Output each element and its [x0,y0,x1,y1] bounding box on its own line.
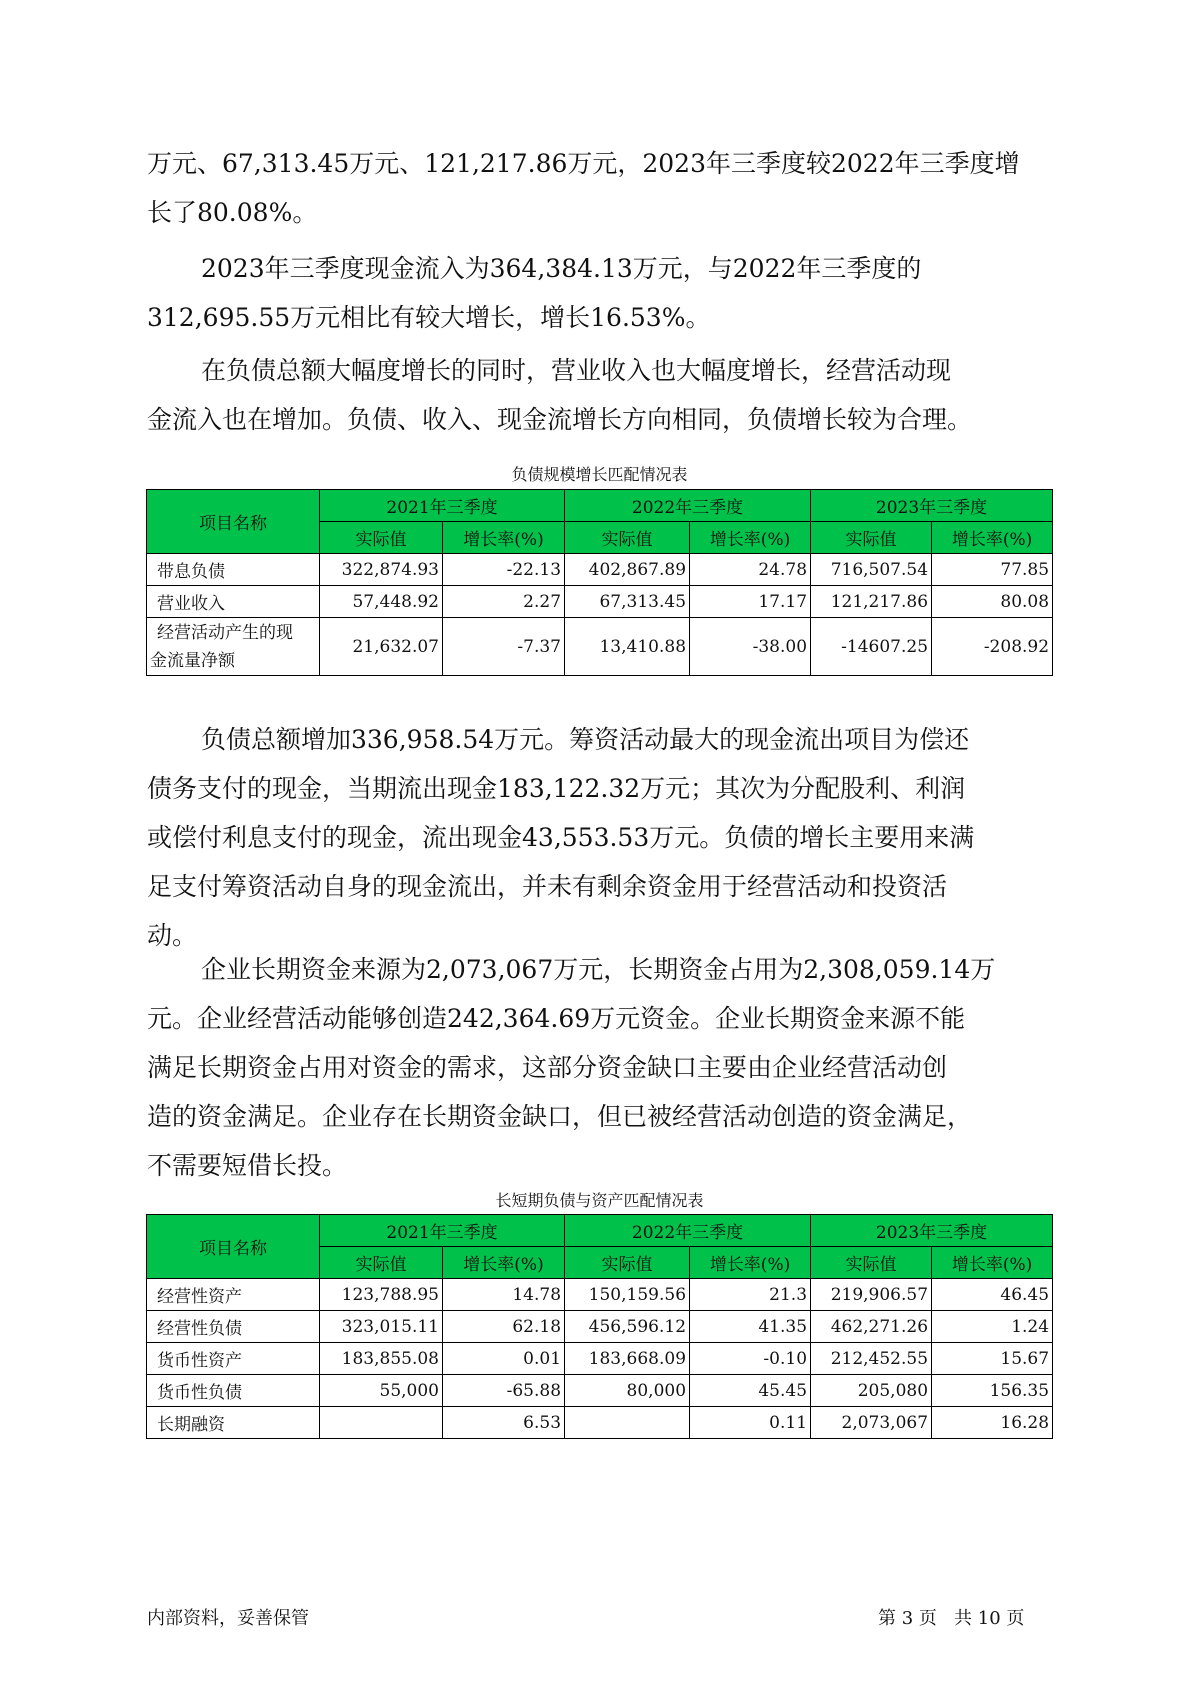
year-2022-header: 2022年三季度 [565,1215,811,1247]
cell-rate: 15.67 [932,1343,1053,1375]
year-2021-header: 2021年三季度 [320,490,565,522]
liability-asset-match-table [146,1214,1053,1439]
p1-line-1: 万元、67,313.45万元、121,217.86万元，2023年三季度较2022年三季度增 [147,149,1020,178]
sub-rate-header: 增长率(%) [443,1247,565,1279]
row-label-line-2: 金流量净额 [150,650,235,671]
cell-value: 462,271.26 [811,1311,932,1343]
footer-page-number: 第 3 页 共 10 页 [878,1608,1025,1629]
p5-line-5: 不需要短借长投。 [147,1151,348,1180]
cell-value: 212,452.55 [811,1343,932,1375]
cell-value: 55,000 [320,1375,443,1407]
cell-value: 183,668.09 [565,1343,690,1375]
cell-rate: 14.78 [443,1279,565,1311]
row-label-line-1: 经营活动产生的现 [157,622,293,643]
cell-value: -14607.25 [811,618,932,676]
p2-line-2: 312,695.55万元相比有较大增长，增长16.53%。 [147,303,711,332]
cell-rate: 24.78 [690,554,811,586]
table2-caption: 长短期负债与资产匹配情况表 [495,1191,704,1210]
cell-rate: -0.10 [690,1343,811,1375]
cell-value: 13,410.88 [565,618,690,676]
footer-confidential-note: 内部资料，妥善保管 [147,1608,309,1629]
row-label: 经营性负债 [147,1311,320,1343]
cell-value: 183,855.08 [320,1343,443,1375]
cell-rate: 0.01 [443,1343,565,1375]
sub-rate-header: 增长率(%) [690,522,811,554]
cell-value: 123,788.95 [320,1279,443,1311]
table1-caption: 负债规模增长匹配情况表 [511,465,688,484]
table-row [147,1343,1053,1375]
row-label: 货币性资产 [147,1343,320,1375]
cell-value: 80,000 [565,1375,690,1407]
sub-actual-header: 实际值 [565,522,690,554]
col-item-name-header: 项目名称 [147,490,320,554]
cell-rate: -65.88 [443,1375,565,1407]
sub-actual-header: 实际值 [320,522,443,554]
cell-rate: 6.53 [443,1407,565,1439]
sub-actual-header: 实际值 [811,1247,932,1279]
row-label: 货币性负债 [147,1375,320,1407]
cell-value: 67,313.45 [565,586,690,618]
table-row [147,586,1053,618]
row-label: 经营性资产 [147,1279,320,1311]
cell-value: 21,632.07 [320,618,443,676]
table-row [147,554,1053,586]
col-item-name-header: 项目名称 [147,1215,320,1279]
p4-line-3: 或偿付利息支付的现金，流出现金43,553.53万元。负债的增长主要用来满 [147,823,975,852]
cell-rate: 21.3 [690,1279,811,1311]
p5-line-1: 企业长期资金来源为2,073,067万元，长期资金占用为2,308,059.14万 [201,955,996,984]
cell-rate: 77.85 [932,554,1053,586]
year-2022-header: 2022年三季度 [565,490,811,522]
table-row [147,1375,1053,1407]
sub-actual-header: 实际值 [565,1247,690,1279]
cell-rate: 17.17 [690,586,811,618]
cell-value: 2,073,067 [811,1407,932,1439]
table-row [147,618,1053,676]
row-label: 营业收入 [147,586,320,618]
cell-value: 150,159.56 [565,1279,690,1311]
paragraph-2 [147,244,1047,342]
p5-line-3: 满足长期资金占用对资金的需求，这部分资金缺口主要由企业经营活动创 [147,1053,948,1082]
cell-rate: 80.08 [932,586,1053,618]
row-label [147,618,320,676]
cell-value: 323,015.11 [320,1311,443,1343]
cell-rate: 41.35 [690,1311,811,1343]
cell-rate: 0.11 [690,1407,811,1439]
cell-rate: 1.24 [932,1311,1053,1343]
cell-value: 322,874.93 [320,554,443,586]
sub-actual-header: 实际值 [811,522,932,554]
cell-rate: 156.35 [932,1375,1053,1407]
sub-rate-header: 增长率(%) [690,1247,811,1279]
cell-rate: 62.18 [443,1311,565,1343]
p3-line-1: 在负债总额大幅度增长的同时，营业收入也大幅度增长，经营活动现 [201,356,952,385]
sub-actual-header: 实际值 [320,1247,443,1279]
year-2023-header: 2023年三季度 [811,490,1053,522]
cell-rate: 16.28 [932,1407,1053,1439]
sub-rate-header: 增长率(%) [443,522,565,554]
cell-value [565,1407,690,1439]
cell-value: 716,507.54 [811,554,932,586]
cell-value: 121,217.86 [811,586,932,618]
cell-value: 205,080 [811,1375,932,1407]
cell-value [320,1407,443,1439]
p5-line-2: 元。企业经营活动能够创造242,364.69万元资金。企业长期资金来源不能 [147,1004,966,1033]
cell-value: 456,596.12 [565,1311,690,1343]
p2-line-1: 2023年三季度现金流入为364,384.13万元，与2022年三季度的 [201,254,922,283]
table-row [147,1407,1053,1439]
cell-rate: -208.92 [932,618,1053,676]
table-row [147,1279,1053,1311]
liability-growth-table [146,489,1053,676]
p4-line-5: 动。 [147,921,198,950]
cell-rate: -38.00 [690,618,811,676]
p5-line-4: 造的资金满足。企业存在长期资金缺口，但已被经营活动创造的资金满足， [147,1102,973,1131]
paragraph-3 [147,346,1047,444]
p3-line-2: 金流入也在增加。负债、收入、现金流增长方向相同，负债增长较为合理。 [147,405,973,434]
cell-rate: 45.45 [690,1375,811,1407]
paragraph-1 [147,139,1047,237]
year-2021-header: 2021年三季度 [320,1215,565,1247]
p4-line-4: 足支付筹资活动自身的现金流出，并未有剩余资金用于经营活动和投资活 [147,872,948,901]
cell-rate: 46.45 [932,1279,1053,1311]
paragraph-4 [147,715,1047,960]
table-row [147,1311,1053,1343]
p4-line-1: 负债总额增加336,958.54万元。筹资活动最大的现金流出项目为偿还 [201,725,970,754]
cell-rate: 2.27 [443,586,565,618]
p1-line-2: 长了80.08%。 [147,198,318,227]
sub-rate-header: 增长率(%) [932,1247,1053,1279]
cell-rate: -7.37 [443,618,565,676]
cell-value: 57,448.92 [320,586,443,618]
cell-value: 219,906.57 [811,1279,932,1311]
paragraph-5 [147,945,1047,1190]
row-label: 长期融资 [147,1407,320,1439]
cell-rate: -22.13 [443,554,565,586]
sub-rate-header: 增长率(%) [932,522,1053,554]
cell-value: 402,867.89 [565,554,690,586]
row-label: 带息负债 [147,554,320,586]
year-2023-header: 2023年三季度 [811,1215,1053,1247]
p4-line-2: 债务支付的现金，当期流出现金183,122.32万元；其次为分配股利、利润 [147,774,966,803]
